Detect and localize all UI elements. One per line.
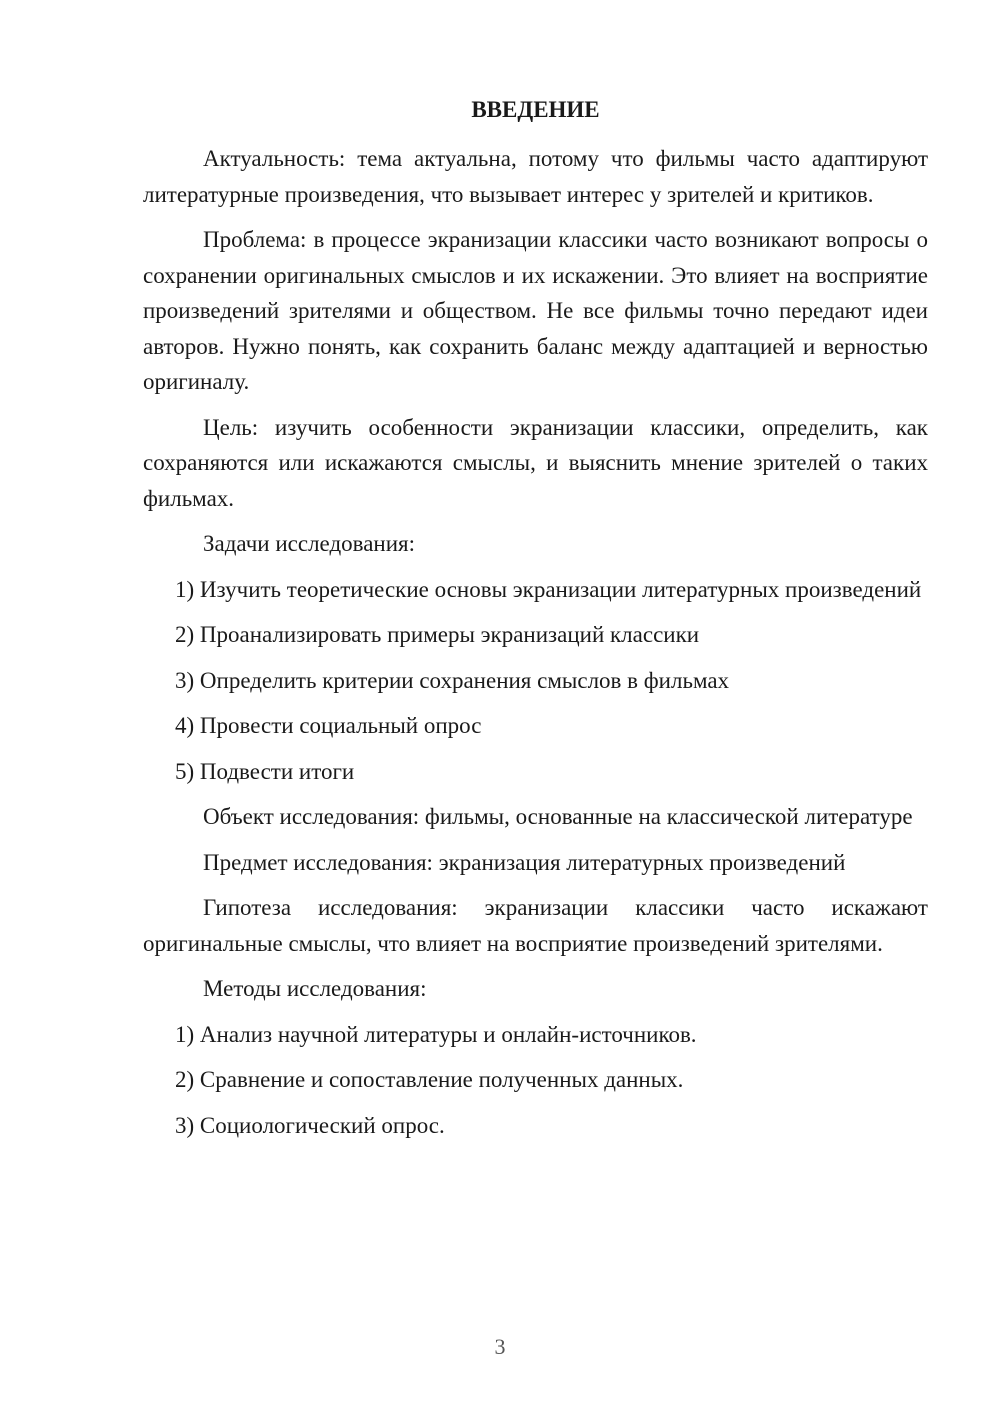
- list-item-task-1: 1) Изучить теоретические основы экранизации литературных произведений: [175, 576, 922, 602]
- paragraph-hypothesis: Гипотеза исследования: экранизации классики часто искажают оригинальные смыслы, что влияет на восприятие произведений зрителями.: [143, 895, 928, 956]
- list-item-method-1: 1) Анализ научной литературы и онлайн-источников.: [175, 1021, 697, 1047]
- list-item-task-5: 5) Подвести итоги: [175, 758, 355, 784]
- paragraph-subject: Предмет исследования: экранизация литературных произведений: [203, 849, 846, 875]
- paragraph-relevance: Актуальность: тема актуальна, потому что фильмы часто адаптируют литературные произведения, что вызывает интерес у зрителей и критиков.: [143, 146, 928, 207]
- page-number: 3: [494, 1334, 506, 1359]
- paragraph-tasks-heading: Задачи исследования:: [203, 531, 416, 556]
- list-item-method-2: 2) Сравнение и сопоставление полученных данных.: [175, 1067, 684, 1092]
- list-item-task-3: 3) Определить критерии сохранения смыслов в фильмах: [175, 667, 730, 693]
- list-item-method-3: 3) Социологический опрос.: [175, 1112, 445, 1138]
- list-item-task-2: 2) Проанализировать примеры экранизаций классики: [175, 622, 700, 647]
- paragraph-problem: Проблема: в процессе экранизации классики часто возникают вопросы о сохранении оригинальных смыслов и их искажении. Это влияет на восприятие произведений зрителями и обществом. Не все фильмы точно передают идеи авторов. Нужно понять, как сохранить баланс между адаптацией и верностью оригиналу.: [143, 227, 928, 394]
- section-body: [143, 141, 928, 1153]
- paragraph-object: Объект исследования: фильмы, основанные на классической литературе: [203, 804, 913, 829]
- section-title: ВВЕДЕНИЕ: [471, 97, 600, 122]
- paragraph-goal: Цель: изучить особенности экранизации классики, определить, как сохраняются или искажаются смыслы, и выяснить мнение зрителей о таких фильмах.: [143, 414, 928, 511]
- list-item-task-4: 4) Провести социальный опрос: [175, 713, 482, 738]
- paragraph-methods-heading: Методы исследования:: [203, 976, 427, 1001]
